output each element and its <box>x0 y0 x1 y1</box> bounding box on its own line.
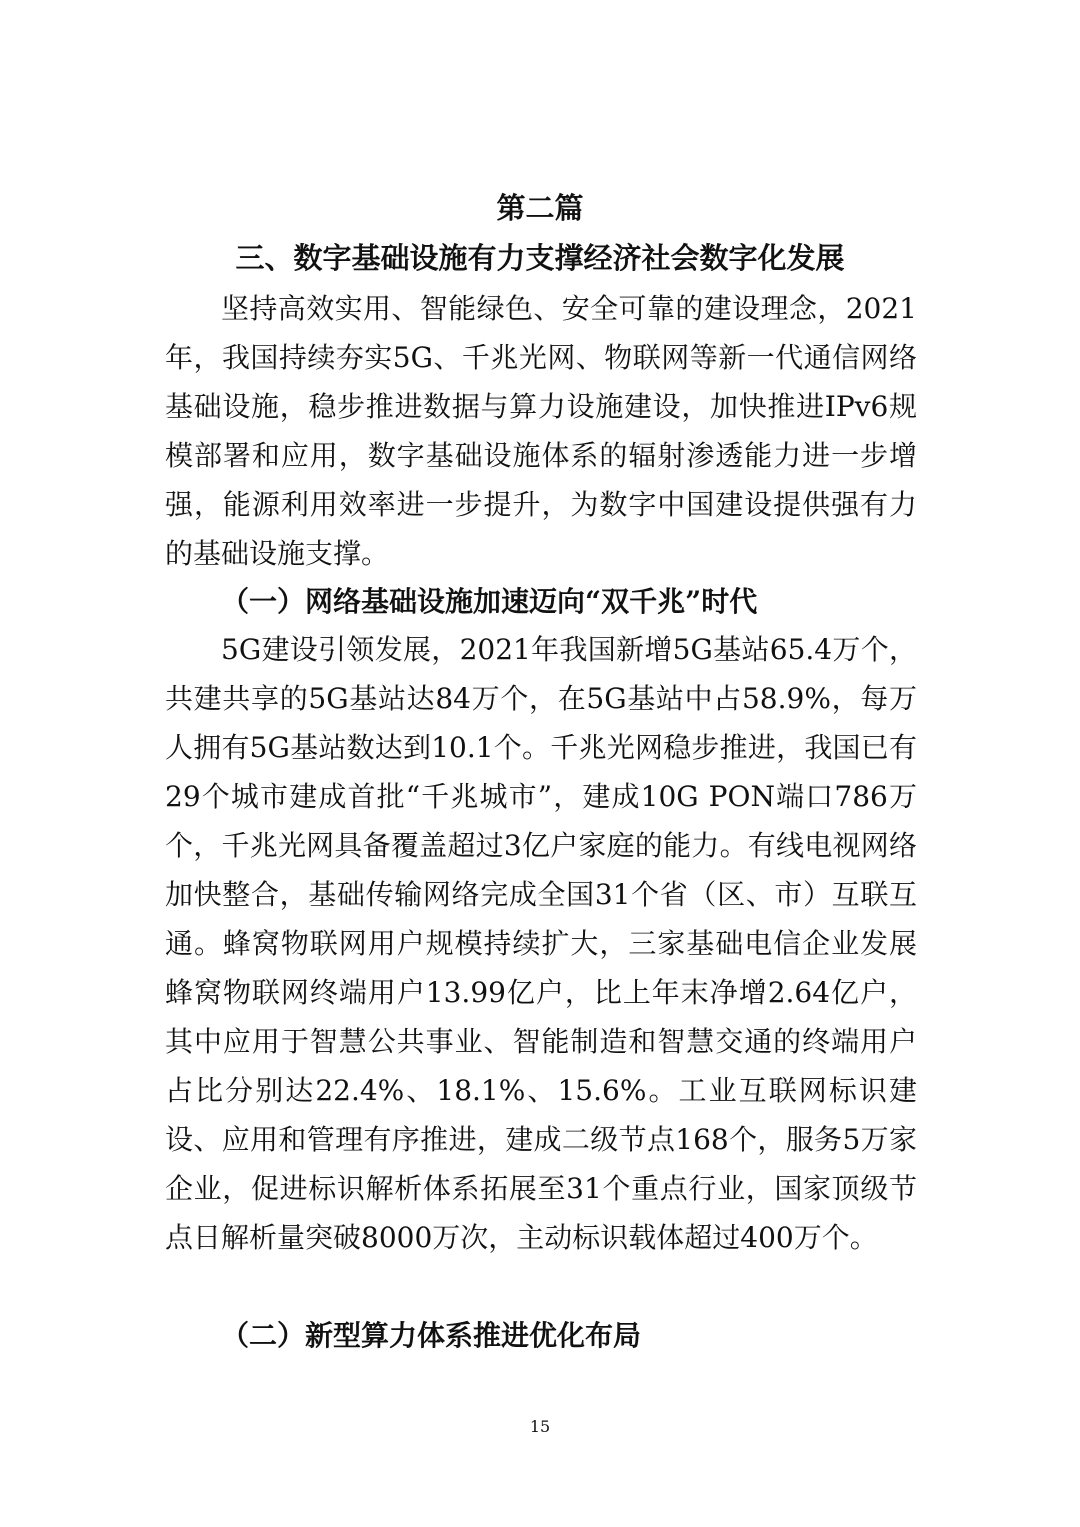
page-number: 15 <box>529 1417 551 1436</box>
part-title: 第二篇 <box>496 191 584 225</box>
intro-paragraph: 坚持高效实用、智能绿色、安全可靠的建设理念，2021年，我国持续夯实5G、千兆光网、物联网等新一代通信网络基础设施，稳步推进数据与算力设施建设，加快推进IPv6规模部署和应用，数字基础设施体系的辐射渗透能力进一步增强，能源利用效率进一步提升，为数字中国建设提供强有力的基础设施支撑。 <box>165 292 917 570</box>
section-heading-network: （一）网络基础设施加速迈向“双千兆”时代 <box>221 585 758 618</box>
chapter-title: 三、数字基础设施有力支撑经济社会数字化发展 <box>235 241 845 275</box>
section-heading-computing: （二）新型算力体系推进优化布局 <box>221 1319 642 1352</box>
section-paragraph-network: 5G建设引领发展，2021年我国新增5G基站65.4万个，共建共享的5G基站达84万个，在5G基站中占58.9%，每万人拥有5G基站数达到10.1个。千兆光网稳步推进，我国已有29个城市建成首批“千兆城市”，建成10G PON端口786万个，千兆光网具备覆盖超过3亿户家庭的能力。有线电视网络加快整合，基础传输网络完成全国31个省（区、市）互联互通。蜂窝物联网用户规模持续扩大，三家基础电信企业发展蜂窝物联网终端用户13.99亿户，比上年末净增2.64亿户，其中应用于智慧公共事业、智能制造和智慧交通的终端用户占比分别达22.4%、18.1%、15.6%。工业互联网标识建设、应用和管理有序推进，建成二级节点168个，服务5万家企业，促进标识解析体系拓展至31个重点行业，国家顶级节点日解析量突破8000万次，主动标识载体超过400万个。 <box>165 633 917 1254</box>
